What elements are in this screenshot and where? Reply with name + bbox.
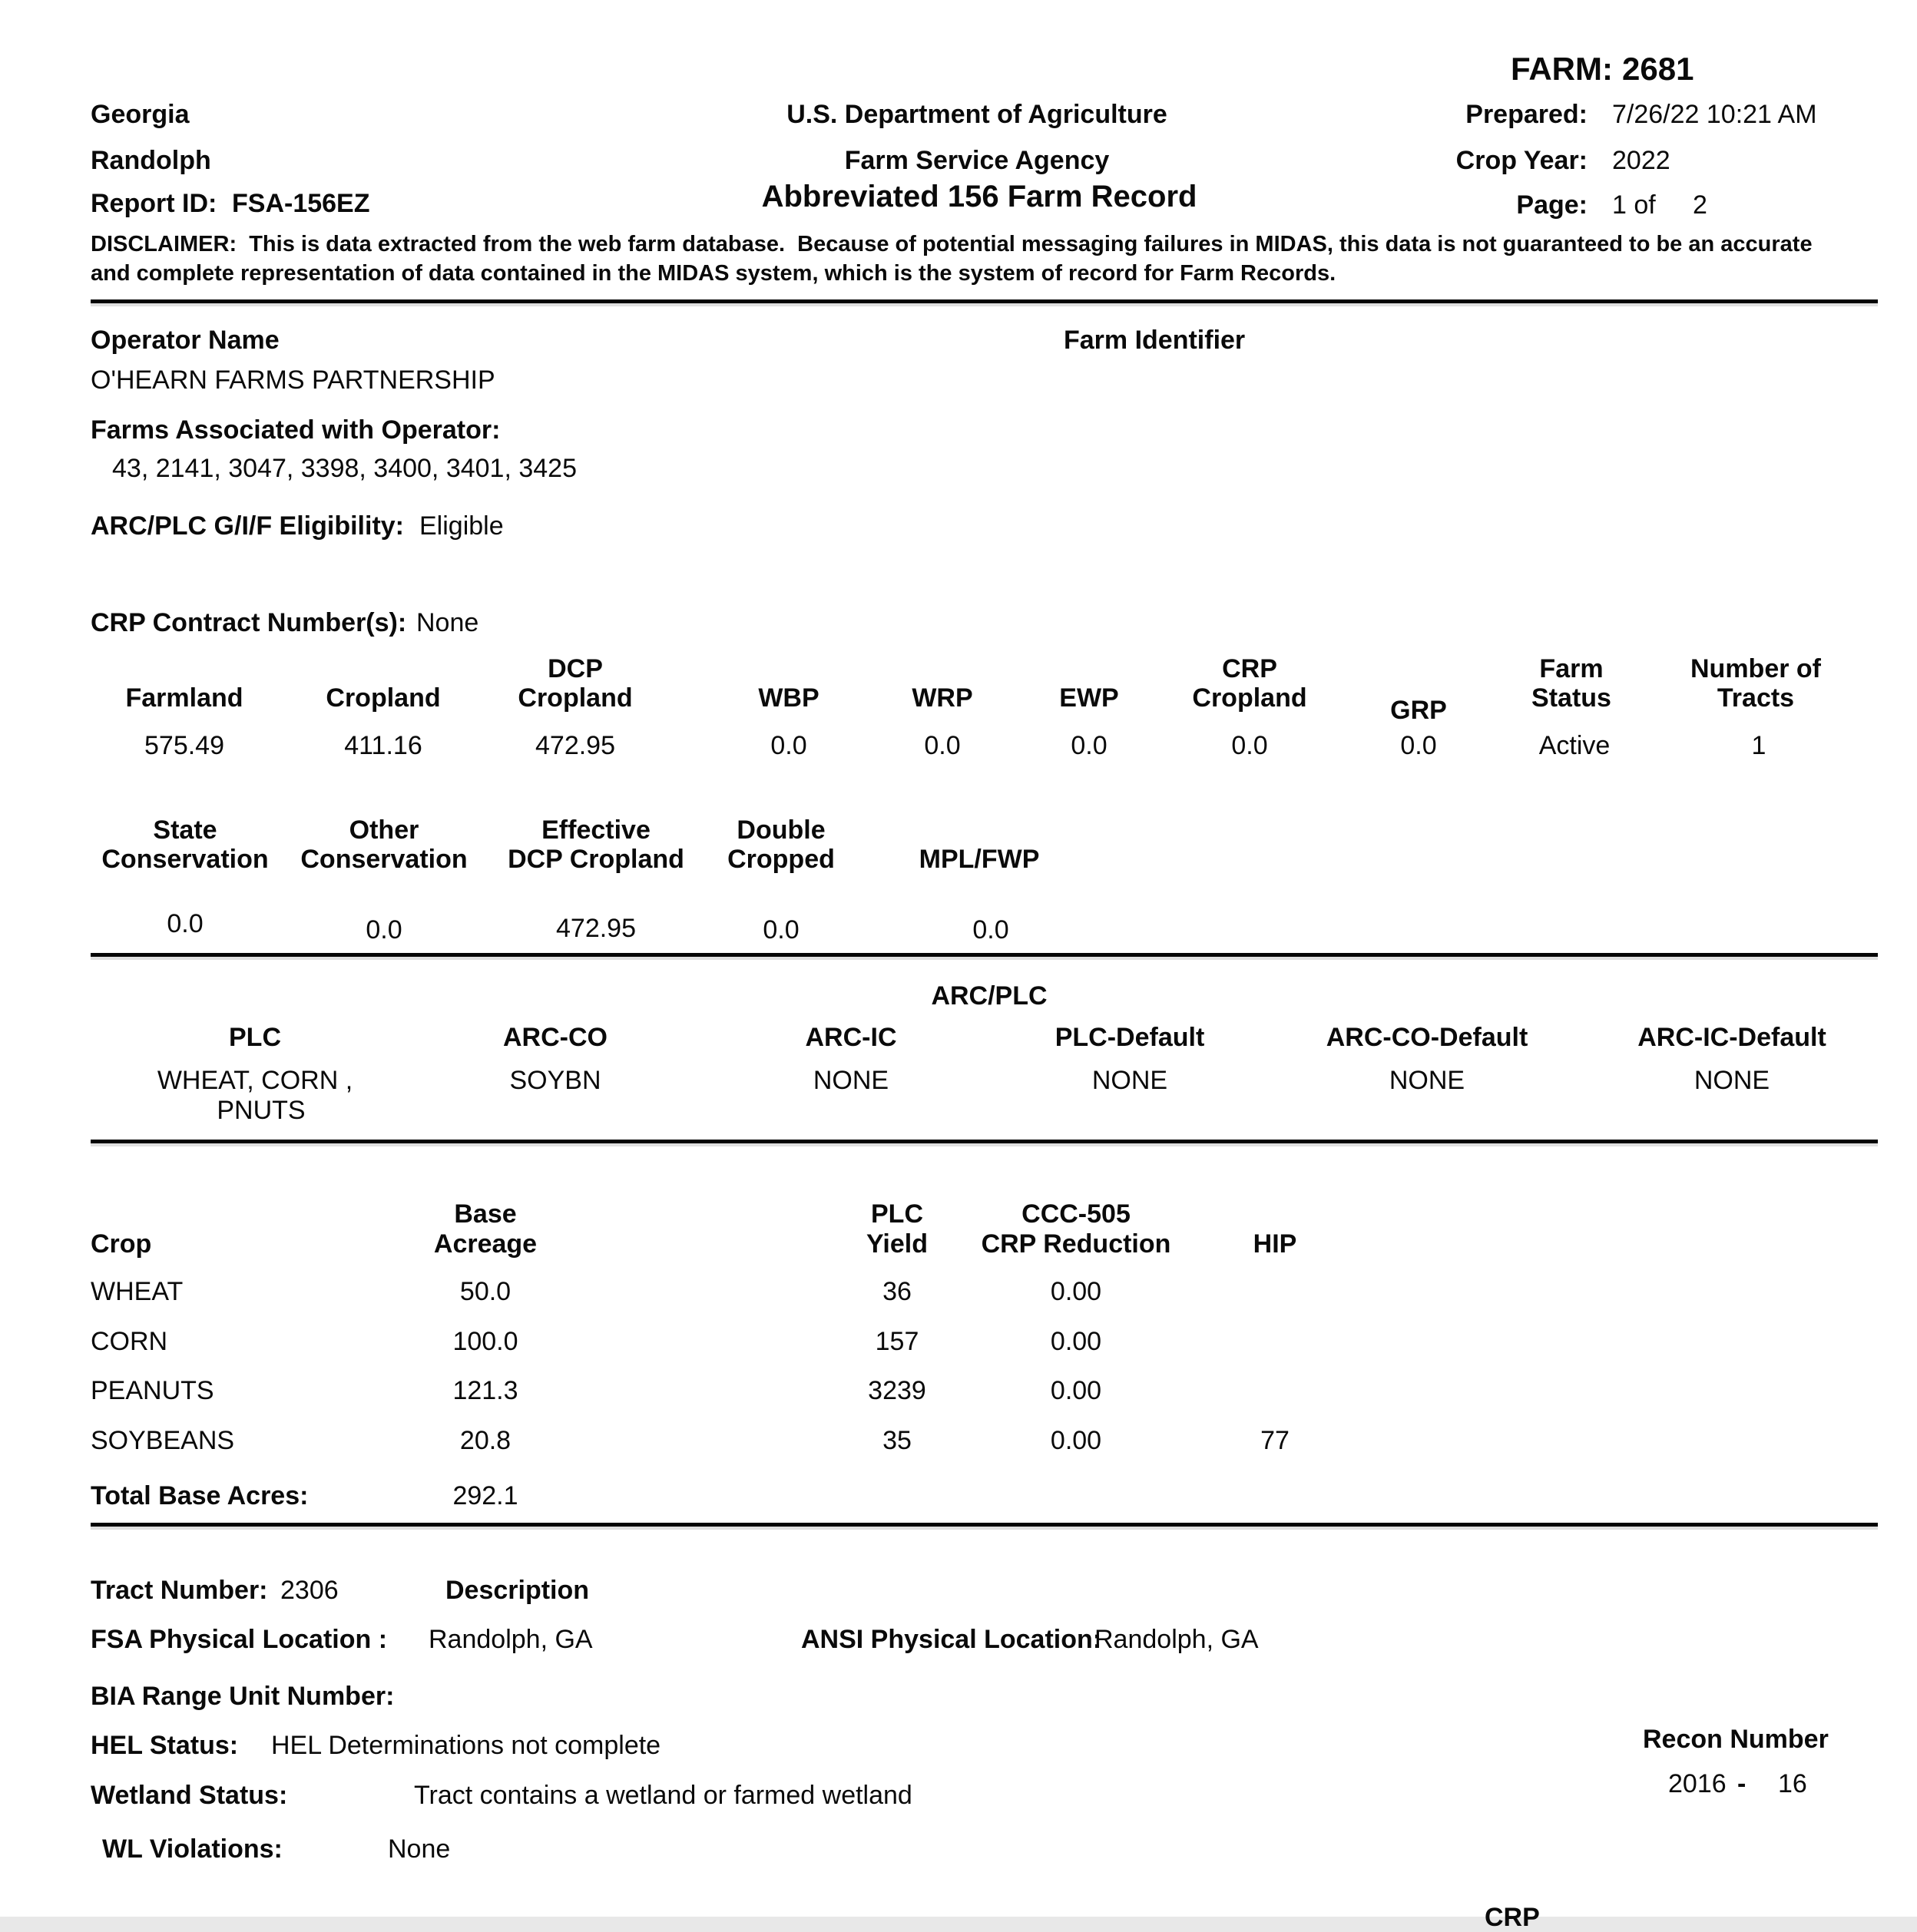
tract-number-value: 2306 bbox=[280, 1576, 339, 1605]
farm-summary-header-crp-cropland: Cropland bbox=[1192, 683, 1307, 713]
agency-name: Farm Service Agency bbox=[844, 146, 1110, 175]
hel-status-label: HEL Status: bbox=[91, 1731, 239, 1760]
farm-summary-value-farmland: 575.49 bbox=[144, 731, 224, 760]
arc-plc-header-arc-co: ARC-CO bbox=[503, 1023, 608, 1052]
next-section-partial-crp-label: CRP bbox=[1485, 1903, 1540, 1932]
divider-conservation bbox=[91, 953, 1878, 957]
farm-label: FARM: bbox=[1511, 51, 1613, 87]
farm-summary-value-wbp: 0.0 bbox=[770, 731, 807, 760]
farm-summary-value-dcp-cropland: 472.95 bbox=[535, 731, 615, 760]
recon-number-year: 2016 bbox=[1668, 1769, 1727, 1798]
crop-row-yield: 35 bbox=[882, 1426, 912, 1455]
farm-summary-header-tracts: Tracts bbox=[1717, 683, 1795, 713]
crop-row-base: 50.0 bbox=[459, 1277, 512, 1306]
farms-associated-list: 43, 2141, 3047, 3398, 3400, 3401, 3425 bbox=[112, 454, 577, 483]
crops-header-base: Base bbox=[454, 1199, 517, 1229]
wl-violations-label: WL Violations: bbox=[102, 1834, 283, 1864]
farm-summary-header-dcp-cropland: Cropland bbox=[518, 683, 633, 713]
page-total: 2 bbox=[1693, 190, 1707, 220]
crop-row-name: PEANUTS bbox=[91, 1376, 214, 1405]
farm-summary-value-wrp: 0.0 bbox=[924, 731, 961, 760]
arc-plc-value-plc-line2: PNUTS bbox=[217, 1096, 306, 1125]
crops-header-crp-reduction: CRP Reduction bbox=[981, 1229, 1171, 1259]
farm-summary-value-grp: 0.0 bbox=[1400, 731, 1437, 760]
crop-row-base: 100.0 bbox=[452, 1327, 518, 1356]
crop-row-base: 121.3 bbox=[452, 1376, 518, 1405]
conservation-header-state-line2: Conservation bbox=[101, 845, 269, 874]
crops-header-crop: Crop bbox=[91, 1229, 152, 1259]
conservation-value-double: 0.0 bbox=[763, 915, 800, 944]
divider-arc-plc bbox=[91, 1140, 1878, 1143]
arc-plc-header-arc-ic: ARC-IC bbox=[805, 1023, 897, 1052]
crop-row-name: CORN bbox=[91, 1327, 168, 1356]
arc-plc-header-arc-co-default: ARC-CO-Default bbox=[1326, 1023, 1528, 1052]
prepared-value: 7/26/22 10:21 AM bbox=[1612, 100, 1817, 129]
crop-row-yield: 36 bbox=[882, 1277, 912, 1306]
farm-summary-header-farmland: Farmland bbox=[125, 683, 243, 713]
prepared-label: Prepared: bbox=[1465, 100, 1588, 129]
state-name: Georgia bbox=[91, 100, 190, 129]
eligibility-label: ARC/PLC G/I/F Eligibility: bbox=[91, 511, 404, 541]
farm-summary-value-cropland: 411.16 bbox=[344, 731, 422, 760]
conservation-header-double: Double bbox=[737, 815, 826, 845]
conservation-header-effective: Effective bbox=[541, 815, 651, 845]
arc-plc-value-arc-ic: NONE bbox=[813, 1066, 889, 1095]
arc-plc-header-arc-ic-default: ARC-IC-Default bbox=[1637, 1023, 1826, 1052]
crops-header-acreage: Acreage bbox=[433, 1229, 538, 1259]
farm-summary-value-tracts: 1 bbox=[1751, 731, 1766, 760]
farm-summary-value-ewp: 0.0 bbox=[1071, 731, 1107, 760]
farm-summary-header-dcp: DCP bbox=[548, 654, 603, 683]
farms-associated-label: Farms Associated with Operator: bbox=[91, 415, 501, 445]
total-base-acres-label: Total Base Acres: bbox=[91, 1481, 309, 1510]
eligibility-value: Eligible bbox=[419, 511, 504, 541]
crop-row-ccc505: 0.00 bbox=[1050, 1327, 1102, 1356]
farm-number: 2681 bbox=[1622, 51, 1694, 87]
fsa-location-label: FSA Physical Location : bbox=[91, 1625, 388, 1654]
arc-plc-value-arc-ic-default: NONE bbox=[1694, 1066, 1770, 1095]
arc-plc-header-plc: PLC bbox=[229, 1023, 281, 1052]
farm-summary-value-crp-cropland: 0.0 bbox=[1231, 731, 1268, 760]
conservation-header-cropped: Cropped bbox=[727, 845, 835, 874]
arc-plc-value-arc-co-default: NONE bbox=[1389, 1066, 1465, 1095]
crop-row-yield: 157 bbox=[875, 1327, 919, 1356]
crop-row-ccc505: 0.00 bbox=[1050, 1277, 1102, 1306]
arc-plc-title: ARC/PLC bbox=[931, 981, 1048, 1011]
page-label: Page: bbox=[1516, 190, 1588, 220]
conservation-header-other: Other bbox=[349, 815, 419, 845]
conservation-value-state: 0.0 bbox=[167, 909, 204, 938]
farm-summary-header-cropland: Cropland bbox=[326, 683, 441, 713]
crops-header-plc: PLC bbox=[871, 1199, 923, 1229]
recon-number-label: Recon Number bbox=[1643, 1725, 1829, 1754]
crop-row-ccc505: 0.00 bbox=[1050, 1426, 1102, 1455]
wetland-status-label: Wetland Status: bbox=[91, 1781, 288, 1810]
farm-identifier-label: Farm Identifier bbox=[1064, 326, 1246, 355]
report-id-label: Report ID: bbox=[91, 189, 217, 218]
wetland-status-value: Tract contains a wetland or farmed wetland bbox=[414, 1781, 912, 1810]
crop-year-label: Crop Year: bbox=[1455, 146, 1588, 175]
crp-contract-label: CRP Contract Number(s): bbox=[91, 608, 407, 637]
farm-summary-header-wrp: WRP bbox=[912, 683, 973, 713]
ansi-location-label: ANSI Physical Location: bbox=[801, 1625, 1102, 1654]
recon-number-separator: - bbox=[1737, 1769, 1746, 1798]
crop-row-ccc505: 0.00 bbox=[1050, 1376, 1102, 1405]
department-name: U.S. Department of Agriculture bbox=[786, 100, 1167, 129]
conservation-header-state: State bbox=[153, 815, 217, 845]
farm-summary-header-wbp: WBP bbox=[758, 683, 819, 713]
arc-plc-value-plc-default: NONE bbox=[1091, 1066, 1168, 1095]
crop-row-base: 20.8 bbox=[459, 1426, 512, 1455]
total-base-acres-value: 292.1 bbox=[452, 1481, 518, 1510]
crop-row-name: WHEAT bbox=[91, 1277, 184, 1306]
divider-crops bbox=[91, 1523, 1878, 1527]
crops-header-hip: HIP bbox=[1253, 1229, 1297, 1259]
hel-status-value: HEL Determinations not complete bbox=[271, 1731, 661, 1760]
tract-description-label: Description bbox=[445, 1576, 590, 1605]
crop-row-hip: 77 bbox=[1260, 1426, 1290, 1455]
page-value: 1 of bbox=[1612, 190, 1656, 220]
arc-plc-value-plc: WHEAT, CORN , bbox=[157, 1066, 353, 1095]
farm-summary-header-ewp: EWP bbox=[1059, 683, 1119, 713]
fsa-location-value: Randolph, GA bbox=[429, 1625, 593, 1654]
farm-summary-value-status: Active bbox=[1538, 731, 1611, 760]
arc-plc-header-plc-default: PLC-Default bbox=[1055, 1023, 1205, 1052]
farm-summary-header-farm: Farm bbox=[1539, 654, 1604, 683]
arc-plc-value-arc-co: SOYBN bbox=[509, 1066, 601, 1095]
farm-summary-header-numberof: Number of bbox=[1690, 654, 1821, 683]
conservation-value-mpl-fwp: 0.0 bbox=[972, 915, 1009, 944]
ansi-location-value: Randolph, GA bbox=[1094, 1625, 1259, 1654]
report-id-value: FSA-156EZ bbox=[232, 189, 370, 218]
crops-header-yield: Yield bbox=[866, 1229, 928, 1259]
conservation-value-effective: 472.95 bbox=[556, 914, 636, 943]
county-name: Randolph bbox=[91, 146, 211, 175]
disclaimer-line2: and complete representation of data contained in the MIDAS system, which is the system of record for Farm Records. bbox=[91, 261, 1336, 286]
conservation-header-mpl-fwp: MPL/FWP bbox=[919, 845, 1040, 874]
report-title: Abbreviated 156 Farm Record bbox=[761, 180, 1197, 213]
divider-header bbox=[91, 299, 1878, 303]
wl-violations-value: None bbox=[388, 1834, 451, 1864]
crop-year-value: 2022 bbox=[1612, 146, 1670, 175]
conservation-header-dcp-line2: DCP Cropland bbox=[508, 845, 684, 874]
recon-number-value: 16 bbox=[1778, 1769, 1807, 1798]
conservation-value-other: 0.0 bbox=[366, 915, 402, 944]
tract-number-label: Tract Number: bbox=[91, 1576, 268, 1605]
crp-contract-value: None bbox=[416, 608, 479, 637]
disclaimer-line1: DISCLAIMER: This is data extracted from the web farm database. Because of potential messaging failures in MIDAS, this data is not guaranteed to be an accurate bbox=[91, 232, 1813, 256]
crop-row-yield: 3239 bbox=[868, 1376, 926, 1405]
crop-row-name: SOYBEANS bbox=[91, 1426, 235, 1455]
conservation-header-other-line2: Conservation bbox=[300, 845, 468, 874]
farm-summary-header-status: Status bbox=[1531, 683, 1611, 713]
operator-name-value: O'HEARN FARMS PARTNERSHIP bbox=[91, 366, 495, 395]
bia-range-unit-label: BIA Range Unit Number: bbox=[91, 1682, 395, 1711]
farm-summary-header-grp: GRP bbox=[1390, 696, 1447, 725]
crops-header-ccc505: CCC-505 bbox=[1021, 1199, 1131, 1229]
operator-name-label: Operator Name bbox=[91, 326, 280, 355]
farm-summary-header-crp: CRP bbox=[1222, 654, 1277, 683]
